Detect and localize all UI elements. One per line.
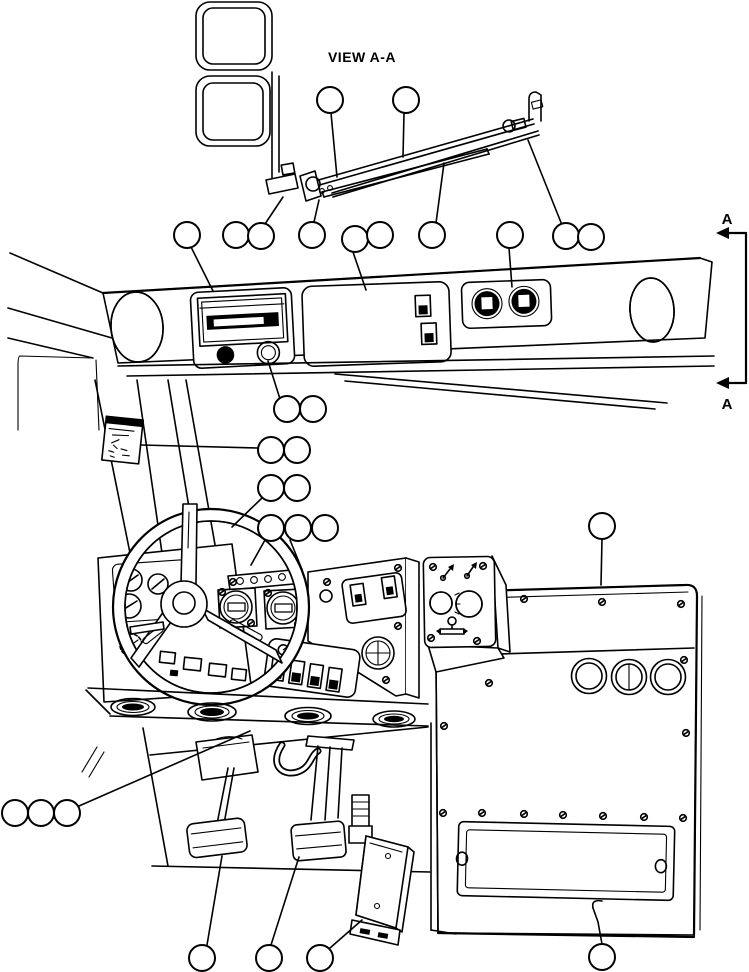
callout-balloon [285, 515, 311, 541]
callout-balloon [589, 513, 615, 539]
callout-balloon [589, 944, 615, 970]
steering-column [181, 504, 197, 584]
leader-line [271, 857, 299, 945]
leader-line [436, 163, 444, 223]
upper-window-frames [196, 2, 272, 146]
callout-balloon [284, 437, 310, 463]
callout-balloon [54, 800, 80, 826]
leader-line [251, 540, 265, 565]
callout-balloon [28, 800, 54, 826]
leader-line [601, 539, 602, 585]
dashboard-panel [103, 258, 712, 369]
callout-balloon [393, 87, 419, 113]
callout-balloon [2, 800, 28, 826]
callout-balloon [300, 396, 326, 422]
leader-line [207, 856, 222, 945]
center-pedal [277, 736, 372, 861]
leader-line [314, 200, 319, 222]
callout-balloon [284, 475, 310, 501]
access-grille [456, 822, 675, 901]
callout-balloon [307, 945, 333, 971]
callout-balloon [312, 515, 338, 541]
callout-balloon [189, 945, 215, 971]
callout-balloon [223, 222, 249, 248]
section-cut-indicator [716, 211, 746, 413]
callout-balloon [256, 945, 282, 971]
leader-line [268, 361, 280, 399]
leader-line [528, 140, 562, 225]
callout-balloon [342, 226, 368, 252]
cowl-lines [118, 356, 714, 409]
leader-line [265, 197, 283, 224]
console-gauge [362, 637, 394, 669]
callout-balloon [258, 437, 284, 463]
a-pillar [95, 380, 162, 553]
callout-balloon [258, 515, 284, 541]
callout-balloon [497, 222, 523, 248]
radio [190, 287, 295, 368]
callout-balloon [299, 222, 325, 248]
section-label-bottom: A [721, 396, 733, 413]
leader-line [331, 113, 337, 177]
callout-balloon [367, 222, 393, 248]
center-vent-grille [302, 281, 452, 366]
accelerator-pedal [350, 836, 414, 945]
callout-balloon [578, 224, 604, 250]
leader-line [403, 113, 404, 157]
heater-control-box [423, 556, 510, 672]
steering-hub [161, 581, 207, 627]
leader-line [141, 445, 258, 448]
callout-balloon [553, 223, 579, 249]
windshield-wiper-blade [322, 149, 489, 197]
power-socket-panel [461, 279, 552, 328]
callout-balloon [248, 223, 274, 249]
view-label: VIEW A-A [327, 49, 397, 65]
callout-balloon [317, 87, 343, 113]
section-label-top: A [721, 211, 733, 228]
callout-balloon [274, 396, 300, 422]
dash-base-vents [111, 699, 415, 728]
callout-balloon [258, 475, 284, 501]
leader-line [191, 247, 213, 291]
callout-balloon [419, 222, 445, 248]
callout-balloon [174, 222, 200, 248]
warning-placard [102, 416, 143, 464]
